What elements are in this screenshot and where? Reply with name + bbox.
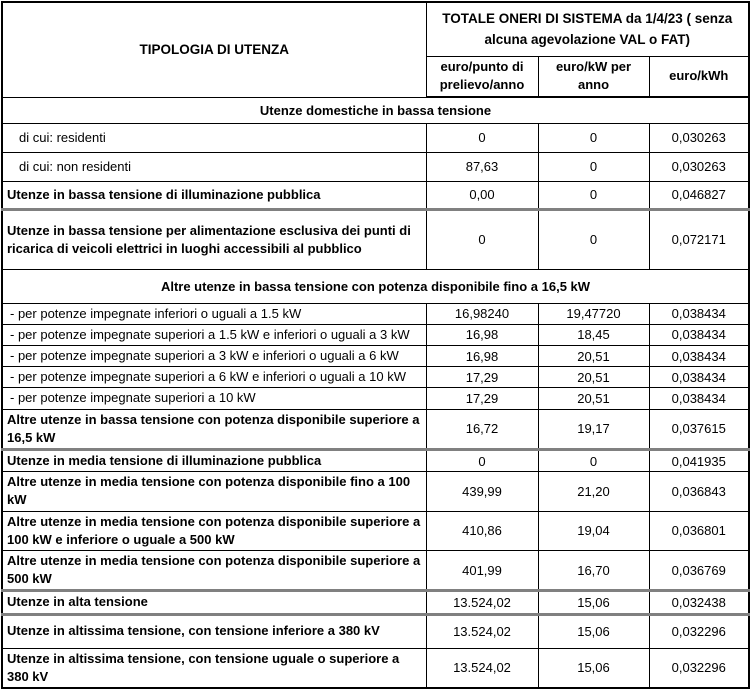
- value-cell: 16,98: [426, 346, 538, 367]
- row-label: Utenze in altissima tensione, con tensione uguale o superiore a 380 kV: [2, 648, 426, 688]
- value-cell: 0: [426, 450, 538, 472]
- value-cell: 0: [426, 123, 538, 152]
- column-header-tipologia: TIPOLOGIA DI UTENZA: [2, 2, 426, 97]
- row-label: Altre utenze in bassa tensione con potenza disponibile superiore a 16,5 kW: [2, 409, 426, 449]
- value-cell: 0,032296: [649, 648, 749, 688]
- value-cell: 0,032438: [649, 591, 749, 614]
- value-cell: 0: [426, 209, 538, 269]
- value-cell: 20,51: [538, 388, 649, 409]
- value-cell: 13.524,02: [426, 648, 538, 688]
- row-label: Utenze in alta tensione: [2, 591, 426, 614]
- value-cell: 0,00: [426, 181, 538, 209]
- value-cell: 0,046827: [649, 181, 749, 209]
- value-cell: 0,072171: [649, 209, 749, 269]
- value-cell: 0,038434: [649, 388, 749, 409]
- value-cell: 15,06: [538, 648, 649, 688]
- row-label: - per potenze impegnate superiori a 6 kW e inferiori o uguali a 10 kW: [2, 367, 426, 388]
- row-label: Utenze in media tensione di illuminazione pubblica: [2, 450, 426, 472]
- value-cell: 0: [538, 209, 649, 269]
- row-label: - per potenze impegnate superiori a 10 kW: [2, 388, 426, 409]
- value-cell: 401,99: [426, 550, 538, 590]
- unit-header-euro-punto-prelievo-anno: euro/punto di prelievo/anno: [426, 56, 538, 97]
- value-cell: 0,030263: [649, 152, 749, 181]
- value-cell: 17,29: [426, 388, 538, 409]
- value-cell: 87,63: [426, 152, 538, 181]
- value-cell: 21,20: [538, 472, 649, 511]
- row-label: Utenze in altissima tensione, con tensione inferiore a 380 kV: [2, 614, 426, 648]
- unit-header-euro-kwh: euro/kWh: [649, 56, 749, 97]
- row-label: Altre utenze in media tensione con potenza disponibile superiore a 500 kW: [2, 550, 426, 590]
- value-cell: 439,99: [426, 472, 538, 511]
- value-cell: 0,037615: [649, 409, 749, 449]
- value-cell: 410,86: [426, 511, 538, 550]
- row-label: - per potenze impegnate superiori a 3 kW e inferiori o uguali a 6 kW: [2, 346, 426, 367]
- value-cell: 13.524,02: [426, 591, 538, 614]
- value-cell: 19,04: [538, 511, 649, 550]
- table-body: [2, 97, 749, 688]
- value-cell: 0,036769: [649, 550, 749, 590]
- value-cell: 18,45: [538, 324, 649, 345]
- row-label: Altre utenze in media tensione con potenza disponibile superiore a 100 kW e inferiore o uguale a 500 kW: [2, 511, 426, 550]
- value-cell: 0,036843: [649, 472, 749, 511]
- value-cell: 15,06: [538, 591, 649, 614]
- value-cell: 19,47720: [538, 303, 649, 324]
- column-header-totale-oneri: TOTALE ONERI DI SISTEMA da 1/4/23 ( senza alcuna agevolazione VAL o FAT): [426, 2, 749, 56]
- row-label: Utenze in bassa tensione per alimentazione esclusiva dei punti di ricarica di veicoli elettrici in luoghi accessibili al pubblico: [2, 209, 426, 269]
- row-label: - per potenze impegnate superiori a 1.5 kW e inferiori o uguali a 3 kW: [2, 324, 426, 345]
- oneri-di-sistema-table: [1, 1, 750, 689]
- value-cell: 0,038434: [649, 346, 749, 367]
- value-cell: 19,17: [538, 409, 649, 449]
- section-header-row: Utenze domestiche in bassa tensione: [2, 97, 749, 123]
- row-label: Utenze in bassa tensione di illuminazione pubblica: [2, 181, 426, 209]
- row-label: - per potenze impegnate inferiori o uguali a 1.5 kW: [2, 303, 426, 324]
- value-cell: 0,036801: [649, 511, 749, 550]
- value-cell: 0,038434: [649, 303, 749, 324]
- unit-header-euro-kw-anno: euro/kW per anno: [538, 56, 649, 97]
- value-cell: 20,51: [538, 346, 649, 367]
- value-cell: 20,51: [538, 367, 649, 388]
- value-cell: 0: [538, 152, 649, 181]
- value-cell: 16,98240: [426, 303, 538, 324]
- value-cell: 13.524,02: [426, 614, 538, 648]
- value-cell: 17,29: [426, 367, 538, 388]
- value-cell: 15,06: [538, 614, 649, 648]
- row-label: di cui: residenti: [2, 123, 426, 152]
- value-cell: 0,038434: [649, 324, 749, 345]
- value-cell: 16,70: [538, 550, 649, 590]
- value-cell: 0: [538, 181, 649, 209]
- section-header-row: Altre utenze in bassa tensione con potenza disponibile fino a 16,5 kW: [2, 269, 749, 303]
- value-cell: 0,041935: [649, 450, 749, 472]
- value-cell: 0,038434: [649, 367, 749, 388]
- value-cell: 0,032296: [649, 614, 749, 648]
- value-cell: 0,030263: [649, 123, 749, 152]
- value-cell: 0: [538, 450, 649, 472]
- value-cell: 0: [538, 123, 649, 152]
- row-label: Altre utenze in media tensione con potenza disponibile fino a 100 kW: [2, 472, 426, 511]
- row-label: di cui: non residenti: [2, 152, 426, 181]
- value-cell: 16,72: [426, 409, 538, 449]
- value-cell: 16,98: [426, 324, 538, 345]
